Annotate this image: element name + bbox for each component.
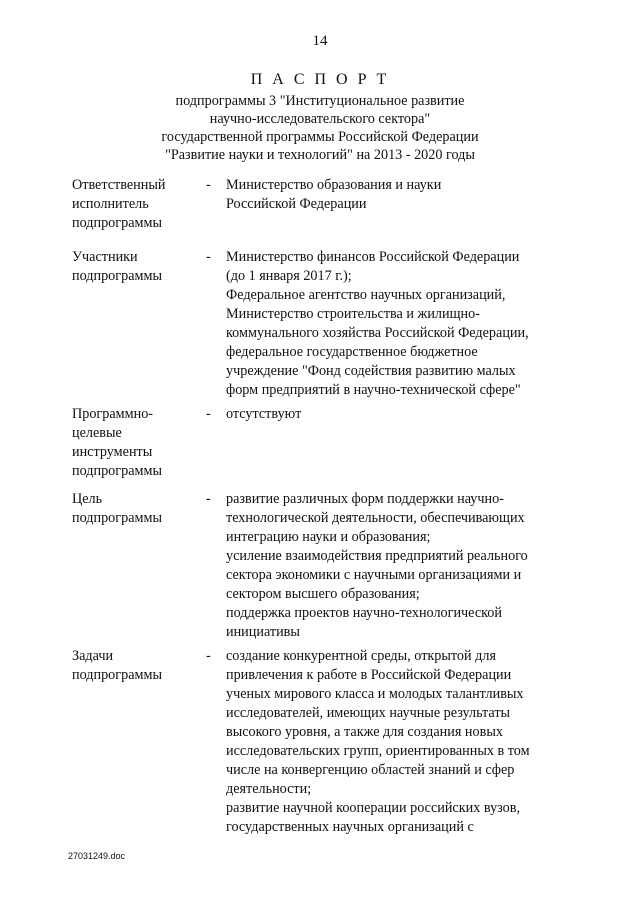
content-line: (до 1 января 2017 г.);	[226, 268, 352, 284]
row-label	[72, 490, 192, 528]
row-content	[226, 490, 572, 642]
subtitle-line: "Развитие науки и технологий" на 2013 - 2020 годы	[165, 147, 475, 163]
label-line: подпрограммы	[72, 215, 162, 231]
subtitle-line: государственной программы Российской Федерации	[161, 129, 479, 145]
label-line: подпрограммы	[72, 463, 162, 479]
label-line: подпрограммы	[72, 268, 162, 284]
row-label	[72, 647, 192, 685]
content-line: числе на конвергенцию областей знаний и сфер	[226, 762, 515, 778]
label-line: Задачи	[72, 648, 114, 664]
content-line: интеграцию науки и образования;	[226, 529, 431, 545]
subtitle-line: научно-исследовательского сектора"	[209, 111, 431, 127]
label-line: Цель	[72, 491, 103, 507]
content-line: привлечения к работе в Российской Федерации	[226, 667, 512, 683]
content-line: деятельности;	[226, 781, 312, 797]
label-line: подпрограммы	[72, 667, 162, 683]
page-number: 14	[312, 33, 328, 49]
label-line: подпрограммы	[72, 510, 162, 526]
label-line: Ответственный	[72, 177, 166, 193]
row-label	[72, 405, 192, 481]
content-line: усиление взаимодействия предприятий реального	[226, 548, 528, 564]
content-line: высокого уровня, а также для создания новых	[226, 724, 503, 740]
content-line: государственных научных организаций с	[226, 819, 474, 835]
label-line: Программно-	[72, 406, 154, 422]
content-line: сектором высшего образования;	[226, 586, 420, 602]
row-content	[226, 405, 572, 424]
content-line: исследовательских групп, ориентированных в том	[226, 743, 530, 759]
row-dash: -	[206, 648, 211, 664]
content-line: федеральное государственное бюджетное	[226, 344, 478, 360]
content-line: Федеральное агентство научных организаций,	[226, 287, 506, 303]
content-line: коммунального хозяйства Российской Федерации,	[226, 325, 529, 341]
label-line: исполнитель	[72, 196, 149, 212]
content-line: учреждение "Фонд содействия развитию малых	[226, 363, 516, 379]
row-dash: -	[206, 249, 211, 265]
content-line: сектора экономики с научными организациями и	[226, 567, 522, 583]
row-content	[226, 248, 572, 400]
content-line: Министерство образования и науки	[226, 177, 442, 193]
content-line: развитие различных форм поддержки научно-	[226, 491, 504, 507]
row-content	[226, 176, 572, 214]
row-content	[226, 647, 572, 837]
content-line: исследователей, имеющих научные результаты	[226, 705, 511, 721]
content-line: Министерство финансов Российской Федерации	[226, 249, 520, 265]
row-dash: -	[206, 491, 211, 507]
row-label	[72, 176, 192, 233]
content-line: развитие научной кооперации российских вузов,	[226, 800, 521, 816]
content-line: Российской Федерации	[226, 196, 367, 212]
subtitle-line: подпрограммы 3 "Институциональное развитие	[175, 93, 465, 109]
document-subtitle	[0, 92, 640, 164]
row-label	[72, 248, 192, 286]
content-line: поддержка проектов научно-технологической	[226, 605, 502, 621]
content-line: ученых мирового класса и молодых талантливых	[226, 686, 524, 702]
content-line: технологической деятельности, обеспечивающих	[226, 510, 525, 526]
content-line: отсутствуют	[226, 406, 302, 422]
file-footer: 27031249.doc	[68, 851, 126, 861]
content-line: инициативы	[226, 624, 300, 640]
row-dash: -	[206, 177, 211, 193]
label-line: инструменты	[72, 444, 153, 460]
label-line: Участники	[72, 249, 138, 265]
row-dash: -	[206, 406, 211, 422]
content-line: форм предприятий в научно-технической сфере"	[226, 382, 521, 398]
document-title: П А С П О Р Т	[250, 71, 390, 88]
content-line: Министерство строительства и жилищно-	[226, 306, 480, 322]
label-line: целевые	[72, 425, 122, 441]
content-line: создание конкурентной среды, открытой для	[226, 648, 496, 664]
